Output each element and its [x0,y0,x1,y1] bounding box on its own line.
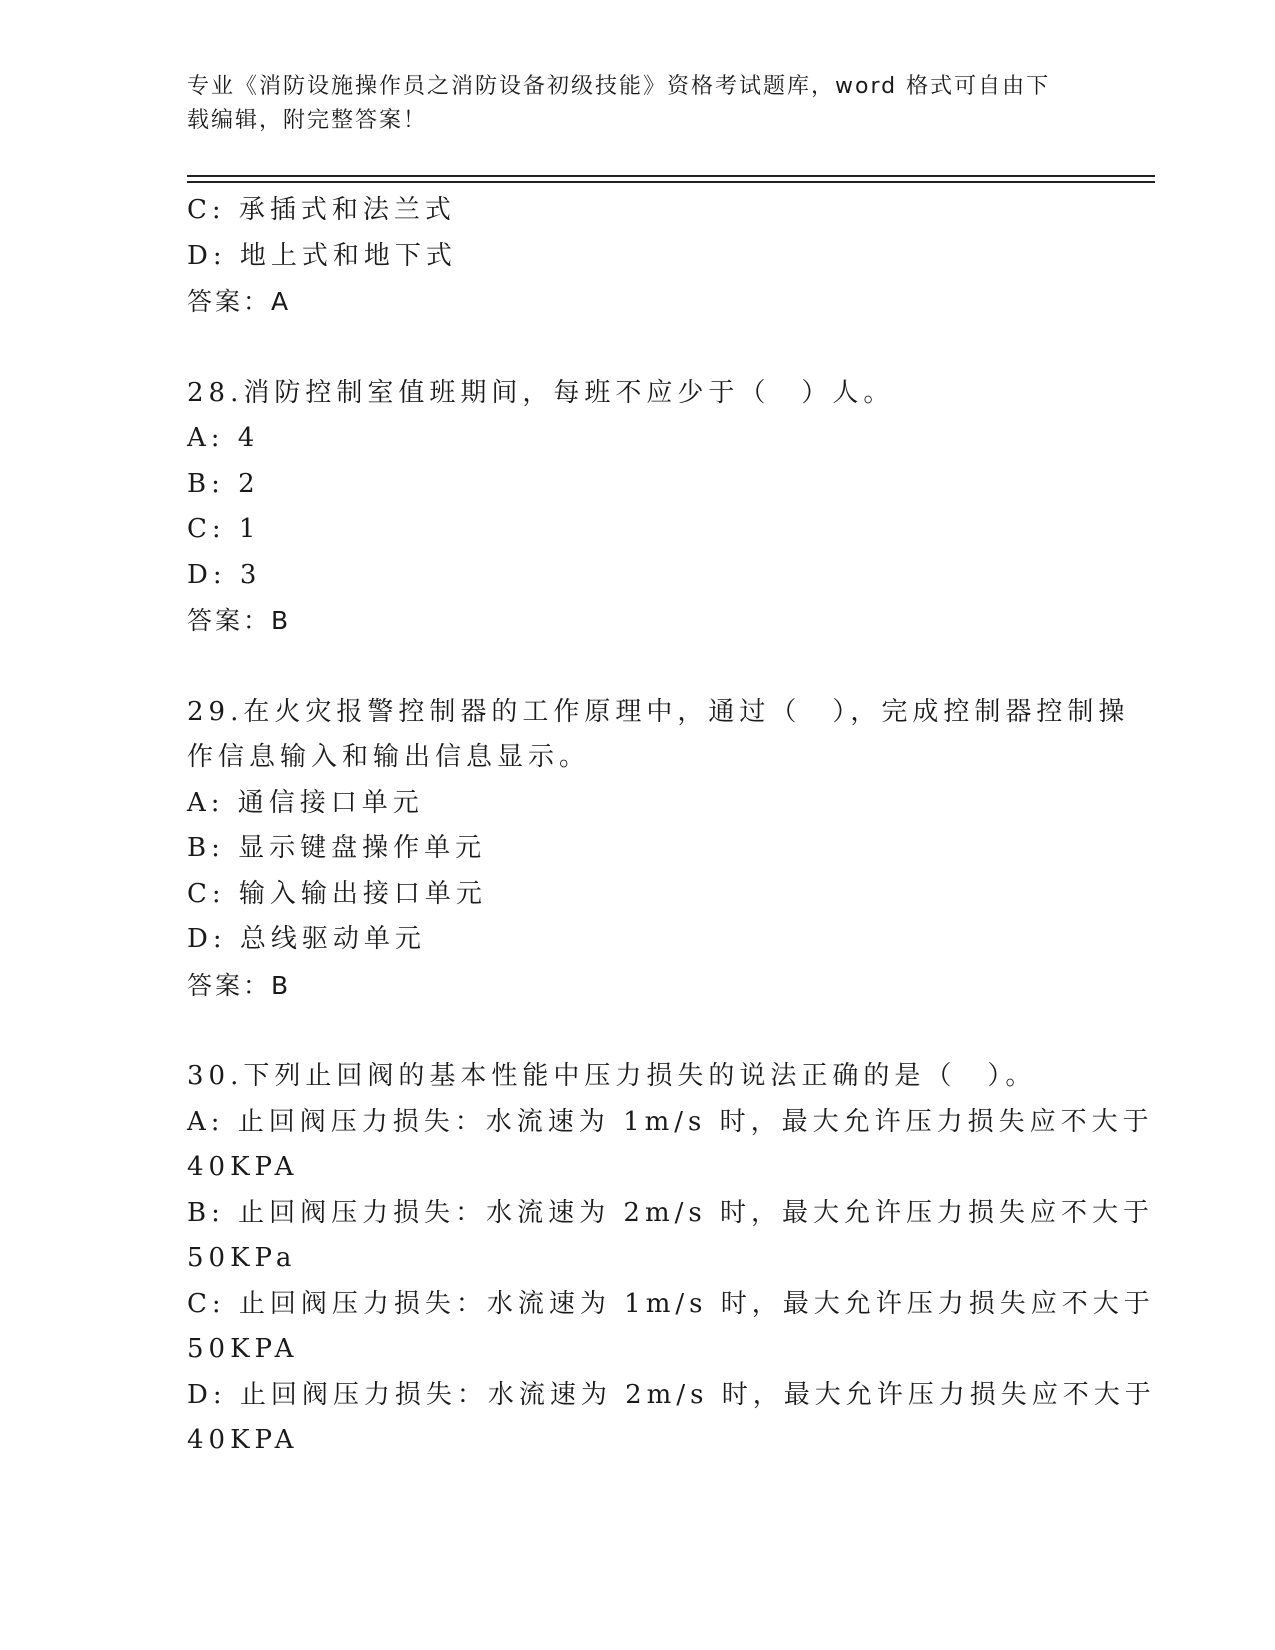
question-28 [187,371,1087,644]
option-d-line-1: D: 止回阀压力损失：水流速为 2m/s 时，最大允许压力损失应不大于 [187,1379,1156,1410]
question-stem-line-2: 作信息输入和输出信息显示。 [187,742,591,772]
option-a-line-1: A: 止回阀压力损失：水流速为 1m/s 时，最大允许压力损失应不大于 [187,1106,1154,1137]
spacer [187,1008,1087,1054]
question-30 [187,1054,1156,1464]
question-stem-line-1: 29.在火灾报警控制器的工作原理中，通过（ ），完成控制器控制操 [187,696,1130,727]
option-d: D: 地上式和地下式 [187,240,457,271]
spacer [187,644,1087,690]
option-b-line-1: B: 止回阀压力损失：水流速为 2m/s 时，最大允许压力损失应不大于 [187,1197,1154,1228]
answer: 答案：A [187,287,292,316]
option-d: D: 3 [187,559,262,590]
answer: 答案：B [187,970,292,1000]
question-27-tail [187,188,1087,325]
option-c: C: 输入输出接口单元 [187,878,487,909]
option-c: C: 1 [187,514,261,544]
option-b: B: 显示键盘操作单元 [187,833,487,863]
option-c: C: 承插式和法兰式 [187,195,456,225]
header-divider-top [187,175,1155,177]
option-d: D: 总线驱动单元 [187,924,426,954]
answer: 答案：B [187,606,292,635]
header-line-2: 载编辑，附完整答案！ [187,108,428,133]
spacer [187,325,1087,371]
question-29 [187,690,1130,1009]
option-c-line-2: 50KPA [187,1334,299,1364]
option-b-line-2: 50KPa [187,1243,297,1273]
question-list [187,188,1156,1464]
header-divider-bottom [187,181,1155,183]
option-a: A: 通信接口单元 [187,787,424,818]
option-b: B: 2 [187,468,260,499]
option-c-line-1: C: 止回阀压力损失：水流速为 1m/s 时，最大允许压力损失应不大于 [187,1288,1155,1319]
option-a: A: 4 [187,423,260,453]
question-stem: 30.下列止回阀的基本性能中压力损失的说法正确的是（ ）。 [187,1061,1037,1091]
option-d-line-2: 40KPA [187,1425,299,1455]
question-stem: 28.消防控制室值班期间，每班不应少于（ ）人。 [187,377,895,408]
option-a-line-2: 40KPA [187,1152,299,1182]
header-line-1: 专业《消防设施操作员之消防设备初级技能》资格考试题库，word 格式可自由下 [187,74,1051,99]
document-header [187,70,1067,138]
